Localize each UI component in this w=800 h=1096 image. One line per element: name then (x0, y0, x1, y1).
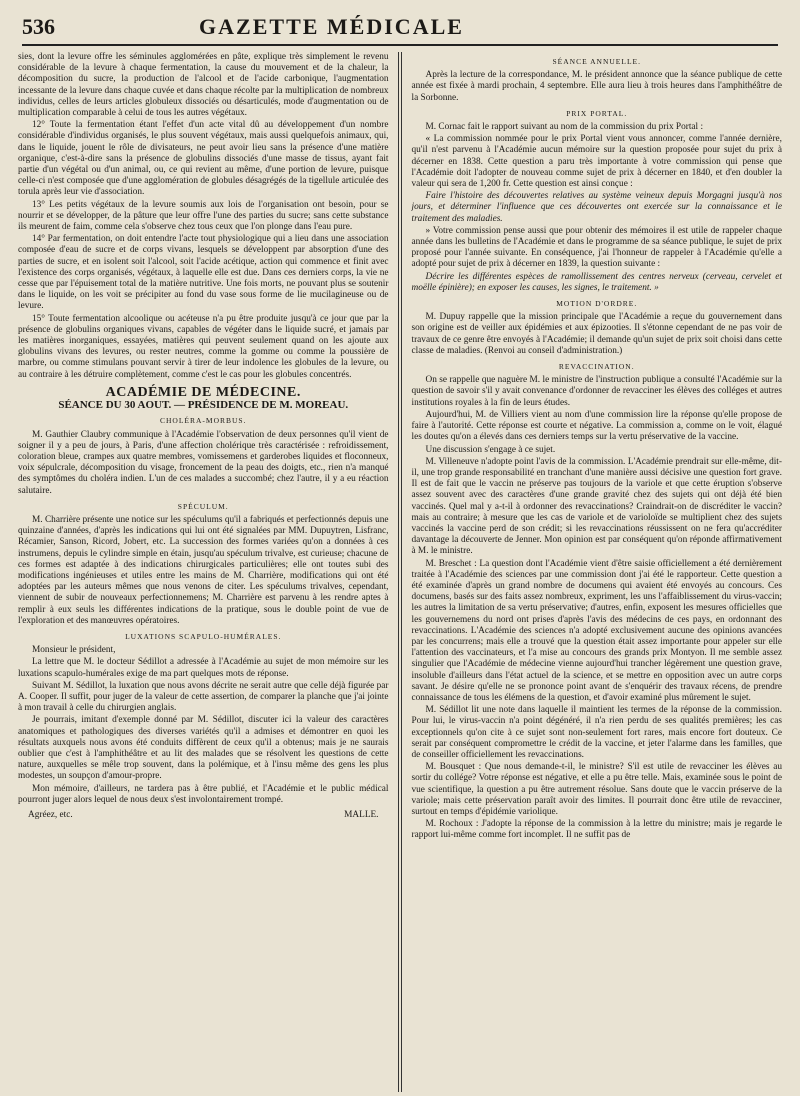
left-column (18, 52, 389, 1092)
luxations-heading: LUXATIONS SCAPULO-HUMÉRALES. (125, 631, 282, 641)
cholera-heading: CHOLÉRA-MORBUS. (160, 416, 247, 426)
italic-question: Décrire les différentes espèces de ramollissement des centres nerveux (cerveau, cervelet et moëlle épinière); en exposer les causes, les signes, le traitement. » (411, 271, 782, 293)
letter-salutation: Monsieur le président, (32, 645, 116, 656)
paragraph: M. Sédillot lit une note dans laquelle il maintient les termes de la réponse de la commission. Pour lui, le virus-vaccin n'a point dégénéré, il n'a rien perdu de ses qualités premières; les cas exceptionnels qu'on cite à ce sujet sont non-seulement fort rares, mais encore fort douteux. Ce serait par conséquent compromettre le crédit de la vaccine, et jeter l'alarme dans les familles, que de conseiller officiellement les revaccinations. (411, 705, 782, 760)
letter-paragraph: Mon mémoire, d'ailleurs, ne tardera pas à être publié, et l'Académie et le public médical pourront juger alors lequel de nous deux s'est involontairement trompé. (18, 783, 389, 805)
page-number: 536 (22, 14, 55, 39)
page-header (22, 0, 778, 46)
letter-paragraph: Je pourrais, imitant d'exemple donné par M. Sédillot, discuter ici la valeur des caractères anatomiques et pathologiques des diverses variétés qu'il a admises et démontrer en quoi les résultats auxquels nous avons été conduits diffèrent de ceux qu'il a obtenus; mais je ne saurais oublier que c'est à l'amphithéâtre et au lit des malades que se résolvent les questions de cette nature, auxquelles se mêle trop souvent, dans la polémique, et à l'insu même des gens les plus modestes, un soupçon d'amour-propre. (18, 715, 389, 782)
column-divider (398, 52, 403, 1092)
paragraph: Après la lecture de la correspondance, M. le président annonce que la séance publique de cette année est fixée à mardi prochain, 4 septembre. Elle aura lieu à trois heures dans l'amphithéâtre de la Sorbonne. (411, 70, 782, 103)
session-heading: SÉANCE DU 30 AOUT. — PRÉSIDENCE DE M. MOREAU. (58, 399, 349, 412)
academy-heading: ACADÉMIE DE MÉDECINE. (105, 384, 301, 400)
paragraph: 15° Toute fermentation alcoolique ou acéteuse n'a pu être produite jusqu'à ce jour que par la présence de globulins organiques vivans, capables de végéter dans le liquide sucré, et jamais par les matières inorganiques, essayées, matières qui peuvent seulement quand on les ajoute aux globulins vivans des levures, ou rester neutres, comme la gomme ou comme la poussière de marbre, ou comme stimulans pouvant servir à tirer de leur indolence les globules de la levure, ou au contraire à les détruire complètement, comme c'est le cas pour les globules concentrés. (18, 313, 389, 380)
paragraph: 14° Par fermentation, on doit entendre l'acte tout physiologique qui a lieu dans une association composée d'eau de sucre et de corps vivans, lesquels se développent par absorption d'une des parties de sucre, et en isolent soit l'alcool, soit l'acide acétique, action qui commence et finit avec l'existence des corps organisés, végétaux, à laquelle elle est due. Dans ces derniers corps, la vie ne cesse que par l'épuisement total de la matière nutritive. Une fois morts, ne pouvant plus se soutenir dans le liquide, on les voit se précipiter au fond du vase sous forme de lie mucilagineuse ou de levure. (18, 234, 389, 312)
closing: Agréez, etc. (28, 810, 73, 820)
signature: MALLE. (344, 810, 379, 820)
paragraph: Une discussion s'engage à ce sujet. (425, 444, 556, 455)
motion-heading: MOTION D'ORDRE. (556, 299, 638, 309)
letter-paragraph: La lettre que M. le docteur Sédillot a adressée à l'Académie au sujet de mon mémoire sur les luxations scapulo-humérales exige de ma part quelques mots de réponse. (18, 657, 389, 679)
paragraph: » Votre commission pense aussi que pour obtenir des mémoires il est utile de rappeler chaque année dans les bulletins de l'Académie et dans le programme de sa séance publique, le sujet de prix proposé pour l'année suivante. En conséquence, j'ai l'honneur de rappeler à l'Académie qu'elle a adopté pour sujet de prix à décerner en 1839, la question suivante : (411, 225, 782, 270)
annual-session-heading: SÉANCE ANNUELLE. (552, 57, 641, 66)
paragraph: 12° Toute la fermentation étant l'effet d'un acte vital dû au développement d'un nombre considérable d'individus organisés, le plus souvent végétaux, mais aussi quelquefois animaux, qui, dans le liquide, jouent le rôle de divisateurs, ne peut avoir lieu sans la présence d'une matière organique, c'est-à-dire sans la présence de globulins dissociés d'une masse de tissus, ayant fait partie d'un végétal ou d'un animal, ou, ce qui revient au même, d'une portion de levure, puisque celle-ci n'est composée que d'une agglomération de globules désagrégés de la tigellule articulée des torula après leur vie d'association. (18, 120, 389, 198)
italic-question: Faire l'histoire des découvertes relatives au système veineux depuis Morgagni jusqu'à nos jours, et déterminer l'influence que ces découvertes ont exercée sur la connaissance et le traitement des maladies. (411, 191, 782, 224)
paragraph: « La commission nommée pour le prix Portal vient vous annoncer, comme l'année dernière, qu'il n'est parvenu à l'Académie aucun mémoire sur la question proposée pour sujet du prix à décerner en 1838. Cette question a paru très importante à votre commission qui pense que l'Académie doit l'adopter de nouveau comme sujet de prix à décerner en 1840, et d'en doubler la valeur qui sera de 1,200 fr. Cette question est ainsi conçue : (411, 134, 782, 190)
paragraph: 13° Les petits végétaux de la levure soumis aux lois de l'organisation ont besoin, pour se nourrir et se développer, de la pâture que leur offre l'une des parties du sucre; sans cette substance ils meurent de faim, comme cela s'observe chez tous ceux que l'on plonge dans l'eau pure. (18, 199, 389, 233)
cholera-paragraph: M. Gauthier Claubry communique à l'Académie l'observation de deux personnes qu'il vient de soigner il y a peu de jours, à Paris, d'une affection cholérique très caractérisée : refroidissement, coloration bleue, crampes aux quatre membres, vomissemens et garderobes liquides et floconneux, voix sépulcrale, décomposition du visage, froncement de la peau des doigts, etc., rien n'a manqué des symptômes du choléra indien. L'un de ces malades a succombé; chez l'autre, il y a eu réaction salutaire. (18, 429, 389, 496)
paragraph: M. Bousquet : Que nous demande-t-il, le ministre? S'il est utile de revacciner les élèves au sortir du collége? Votre réponse est négative, et elle a pu être telle. Mais, examinée sous le point de vue scientifique, la question a pu être autrement résolue. Sans doute que le vaccin préserve de la variole; mais cette préservation paraît avoir des limites. Il pourrait donc être utile de revacciner, surtout en temps d'épidémie variolique. (411, 762, 782, 817)
paragraph: M. Dupuy rappelle que la mission principale que l'Académie a reçue du gouvernement dans son origine est de veiller aux épidémies et aux épizooties. Il s'étonne cependant de ne pas voir de travaux de ce genre être envoyés à l'Académie; il demande qu'un sujet de prix soit choisi dans cette classe de maladies. (Renvoi au conseil d'administration.) (411, 312, 782, 356)
speculum-heading: SPÉCULUM. (177, 501, 229, 511)
columns (18, 52, 782, 1092)
right-column (411, 52, 782, 1092)
paragraph: On se rappelle que naguère M. le ministre de l'instruction publique a consulté l'Académie sur la question de savoir s'il y avait convenance d'ordonner de revacciner les élèves des colléges et autres institutions royales à la fin de leurs études. (411, 375, 782, 408)
letter-paragraph: Suivant M. Sédillot, la luxation que nous avons décrite ne serait autre que celle déjà figurée par A. Cooper. Il suffit, pour juger de la valeur de cette assertion, de comparer la planche que j'ai jointe à mon travail à celle du chirurgien anglais. (18, 680, 389, 714)
signature-row (18, 810, 389, 821)
revaccination-heading: REVACCINATION. (558, 362, 635, 372)
speculum-paragraph: M. Charrière présente une notice sur les spéculums qu'il a fabriqués et perfectionnés depuis une quinzaine d'années, d'après les indications qui lui ont été signalées par MM. Dupuytren, Lisfranc, Récamier, Sanson, Ricord, Jobert, etc. La succession des formes variées qu'on a données à ces instrumens, depuis le cylindre simple en étain, jusqu'au spéculum trivalve, est curieuse; chacune de ces formes est adaptée à des indications chirurgicales particulières; elle ont toutes subi des modifications ingénieuses et utiles entre les mains de M. Charrière, modifications qui ont été adoptées par les auteurs mêmes que nous venons de citer. Les spéculums trivalves, cependant, viennent de subir de nouveaux perfectionnemens; M. Charrière est parvenu à les rendre aptes à remplir à eux seuls les différentes indications de la pratique, sous le double point de vue de l'exploration et des manœuvres opératoires. (18, 514, 389, 626)
paragraph: M. Villeneuve n'adopte point l'avis de la commission. L'Académie prendrait sur elle-même, dit-il, une trop grande responsabilité en tranchant d'une manière aussi décisive une question fort grave. Il est de fait que le vaccin ne préserve pas toujours de la variole et que cette éruption s'observe assez souvent avec des caractères d'une grande gravité chez des sujets qui ont déjà été bien vaccinés. Quel mal y a-t-il à ordonner des revaccinations? Craindrait-on de discréditer le vaccin? mais au contraire; à mesure que les cas de variole et de varioloïde se multiplient chez des sujets vaccinés la vaccine perd de son crédit; si les revaccinations réussissent on ne fera qu'accréditer davantage la découverte de Jenner. Mon opinion est par conséquent qu'on réponde affirmativement à M. le ministre. (411, 456, 782, 557)
paragraph: sies, dont la levure offre les séminules agglomérées en pâte, explique très simplement le revenu considérable de la levure à chaque fermentation, la cause du mouvement et de la chaleur, la décomposition du sucre, la production de l'alcool et de l'acide carbonique, l'augmentation incessante de la levure dans chaque cuvée et dans chaque récolte par la multiplication de nombreux individus, celles de leurs articles globuleux dissociés ou désarticulés, mode d'augmentation ou de multiplication comparable à celui de tous les autres végétaux. (18, 52, 389, 119)
paragraph: M. Rochoux : J'adopte la réponse de la commission à la lettre du ministre; mais je regarde le rapport lui-même comme fort incomplet. Il ne suffit pas de (411, 819, 782, 841)
paragraph: M. Cornac fait le rapport suivant au nom de la commission du prix Portal : (425, 122, 704, 133)
masthead-title: GAZETTE MÉDICALE (199, 14, 464, 39)
paragraph: M. Breschet : La question dont l'Académie vient d'être saisie officiellement a été dernièrement traitée à l'Académie des sciences par une commission dont j'ai été le rapporteur. Cette question a été examinée d'après un grand nombre de documens qui avaient été envoyés au concours. Ces documens, basés sur des faits assez nombreux, expriment, les uns l'affaiblissement du virus-vaccin; les autres la limitation de sa vertu préservative; d'autres, enfin, exposent les mesures officielles que les gouvernemens du nord ont prises d'après l'avis des médecins de ces pays, en ordonnant des revaccinations. L'Académie des sciences n'a adopté exclusivement aucune des opinions avancées par les concurrens; mais elle a trouvé que la question était assez importante pour appeler sur elle l'attention des vaccinateurs, et l'a mise au concours des grands prix Montyon. Il me semble assez singulier que l'Académie de médecine vienne aujourd'hui trancher légèrement une question grave, insoluble d'ailleurs dans l'état actuel de la science, et se mettre en opposition avec un autre corps savant. Je désire qu'elle ne se prononce point avant de s'enquérir des travaux récens, de prendre connaissance de tous les élémens de la question, et d'avoir examiné plus mûrement le sujet. (411, 558, 782, 703)
paragraph: Aujourd'hui, M. de Villiers vient au nom d'une commission lire la réponse qu'elle propose de faire à l'autorité. Cette réponse est courte et négative. La commission a, comme on le voit, élagué les doutes qu'on a élevés dans ces derniers temps sur la vertu préservative de la vaccine. (411, 409, 782, 443)
prix-portal-heading: PRIX PORTAL. (566, 108, 628, 118)
